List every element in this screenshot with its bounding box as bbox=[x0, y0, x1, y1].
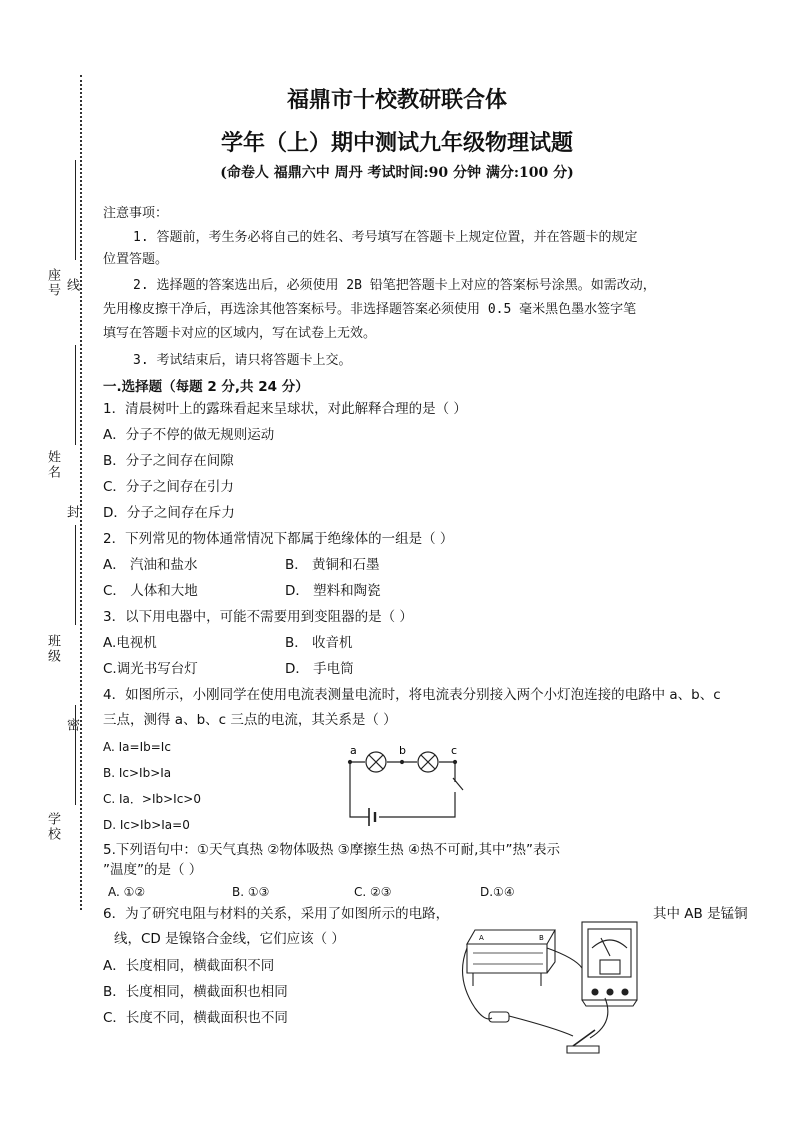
school-label: 学校 bbox=[45, 812, 60, 842]
option: D．分子之间存在斥力 bbox=[103, 505, 235, 521]
section-heading: 一.选择题（每题 2 分,共 24 分） bbox=[103, 379, 309, 395]
line-char: 线 bbox=[64, 278, 79, 293]
circuit-label-c: c bbox=[451, 744, 458, 757]
notice-item: 2. 选择题的答案选出后，必须使用 2B 铅笔把答题卡上对应的答案标号涂黑。如需改动， bbox=[133, 278, 656, 293]
notice-item: 填写在答题卡对应的区域内，写在试卷上无效。 bbox=[103, 326, 377, 341]
name-fill-line bbox=[75, 345, 76, 445]
circuit-label-b: b bbox=[399, 744, 406, 757]
option: A． 汽油和盐水 bbox=[103, 557, 198, 573]
board-label-a: A bbox=[479, 934, 484, 942]
option: B． 收音机 bbox=[285, 635, 353, 651]
notice-heading: 注意事项： bbox=[103, 206, 169, 221]
option: D． 塑料和陶瓷 bbox=[285, 583, 381, 599]
notice-item: 1. 答题前，考生务必将自己的姓名、考号填写在答题卡上规定位置，并在答题卡的规定 bbox=[133, 230, 638, 245]
question-stem: 1．清晨树叶上的露珠看起来呈球状，对此解释合理的是（ ） bbox=[103, 401, 467, 417]
option: B．分子之间存在间隙 bbox=[103, 453, 234, 469]
binding-dotted-line bbox=[80, 75, 82, 910]
exam-subtitle: (命卷人 福鼎六中 周丹 考试时间:90 分钟 满分:100 分) bbox=[220, 165, 574, 181]
option: A. Ia=Ib=Ic bbox=[103, 740, 171, 754]
option: A．长度相同，横截面积不同 bbox=[103, 958, 275, 974]
option: C． 人体和大地 bbox=[103, 583, 198, 599]
exam-title-line2: 学年（上）期中测试九年级物理试题 bbox=[220, 130, 573, 156]
seat-label: 座号 bbox=[45, 268, 60, 298]
question-stem: 其中 AB 是锰铜 bbox=[653, 906, 748, 922]
option: A．分子不停的做无规则运动 bbox=[103, 427, 275, 443]
option: D． 手电筒 bbox=[285, 661, 354, 677]
option: C．长度不同，横截面积也不同 bbox=[103, 1010, 288, 1026]
question-stem: 6．为了研究电阻与材料的关系，采用了如图所示的电路， bbox=[103, 906, 450, 922]
board-label-b: B bbox=[539, 934, 544, 942]
school-fill-line bbox=[75, 705, 76, 805]
resistance-experiment-diagram bbox=[455, 918, 660, 1058]
question-stem: 线，CD 是镍铬合金线，它们应该（ ） bbox=[114, 931, 345, 947]
question-stem: 2．下列常见的物体通常情况下都属于绝缘体的一组是（ ） bbox=[103, 531, 454, 547]
name-label: 姓名 bbox=[45, 450, 60, 480]
notice-item: 先用橡皮擦干净后，再选涂其他答案标号。非选择题答案必须使用 0.5 毫米黑色墨水签字笔 bbox=[103, 302, 637, 317]
option: C. Ia．>Ib>Ic>0 bbox=[103, 792, 201, 806]
option: B． 黄铜和石墨 bbox=[285, 557, 380, 573]
option: C.调光书写台灯 bbox=[103, 661, 198, 677]
series-circuit-diagram bbox=[345, 742, 470, 830]
circuit-label-a: a bbox=[350, 744, 357, 757]
option: B．长度相同，横截面积也相同 bbox=[103, 984, 288, 1000]
option: D.①④ bbox=[480, 885, 515, 899]
mi-char: 密 bbox=[64, 718, 79, 733]
exam-title-line1: 福鼎市十校教研联合体 bbox=[286, 87, 507, 113]
question-stem: 三点，测得 a、b、c 三点的电流，其关系是（ ） bbox=[103, 712, 397, 728]
notice-item: 位置答题。 bbox=[103, 252, 169, 267]
option: B. ①③ bbox=[232, 885, 270, 899]
class-fill-line bbox=[75, 525, 76, 625]
question-stem: 5.下列语句中：①天气真热 ②物体吸热 ③摩擦生热 ④热不可耐,其中”热”表示 bbox=[103, 842, 560, 858]
option: A. ①② bbox=[108, 885, 146, 899]
option: C．分子之间存在引力 bbox=[103, 479, 234, 495]
option: B. Ic>Ib>Ia bbox=[103, 766, 172, 780]
option: A.电视机 bbox=[103, 635, 157, 651]
option: D. Ic>Ib>Ia=0 bbox=[103, 818, 190, 832]
option: C. ②③ bbox=[354, 885, 392, 899]
question-stem: 4．如图所示，小刚同学在使用电流表测量电流时，将电流表分别接入两个小灯泡连接的电路中 a、b、c bbox=[103, 687, 721, 703]
class-label: 班级 bbox=[45, 634, 60, 664]
seal-char: 封 bbox=[64, 505, 79, 520]
notice-item: 3. 考试结束后，请只将答题卡上交。 bbox=[133, 353, 352, 368]
question-stem: ”温度”的是（ ） bbox=[103, 862, 203, 878]
question-stem: 3．以下用电器中，可能不需要用到变阻器的是（ ） bbox=[103, 609, 413, 625]
